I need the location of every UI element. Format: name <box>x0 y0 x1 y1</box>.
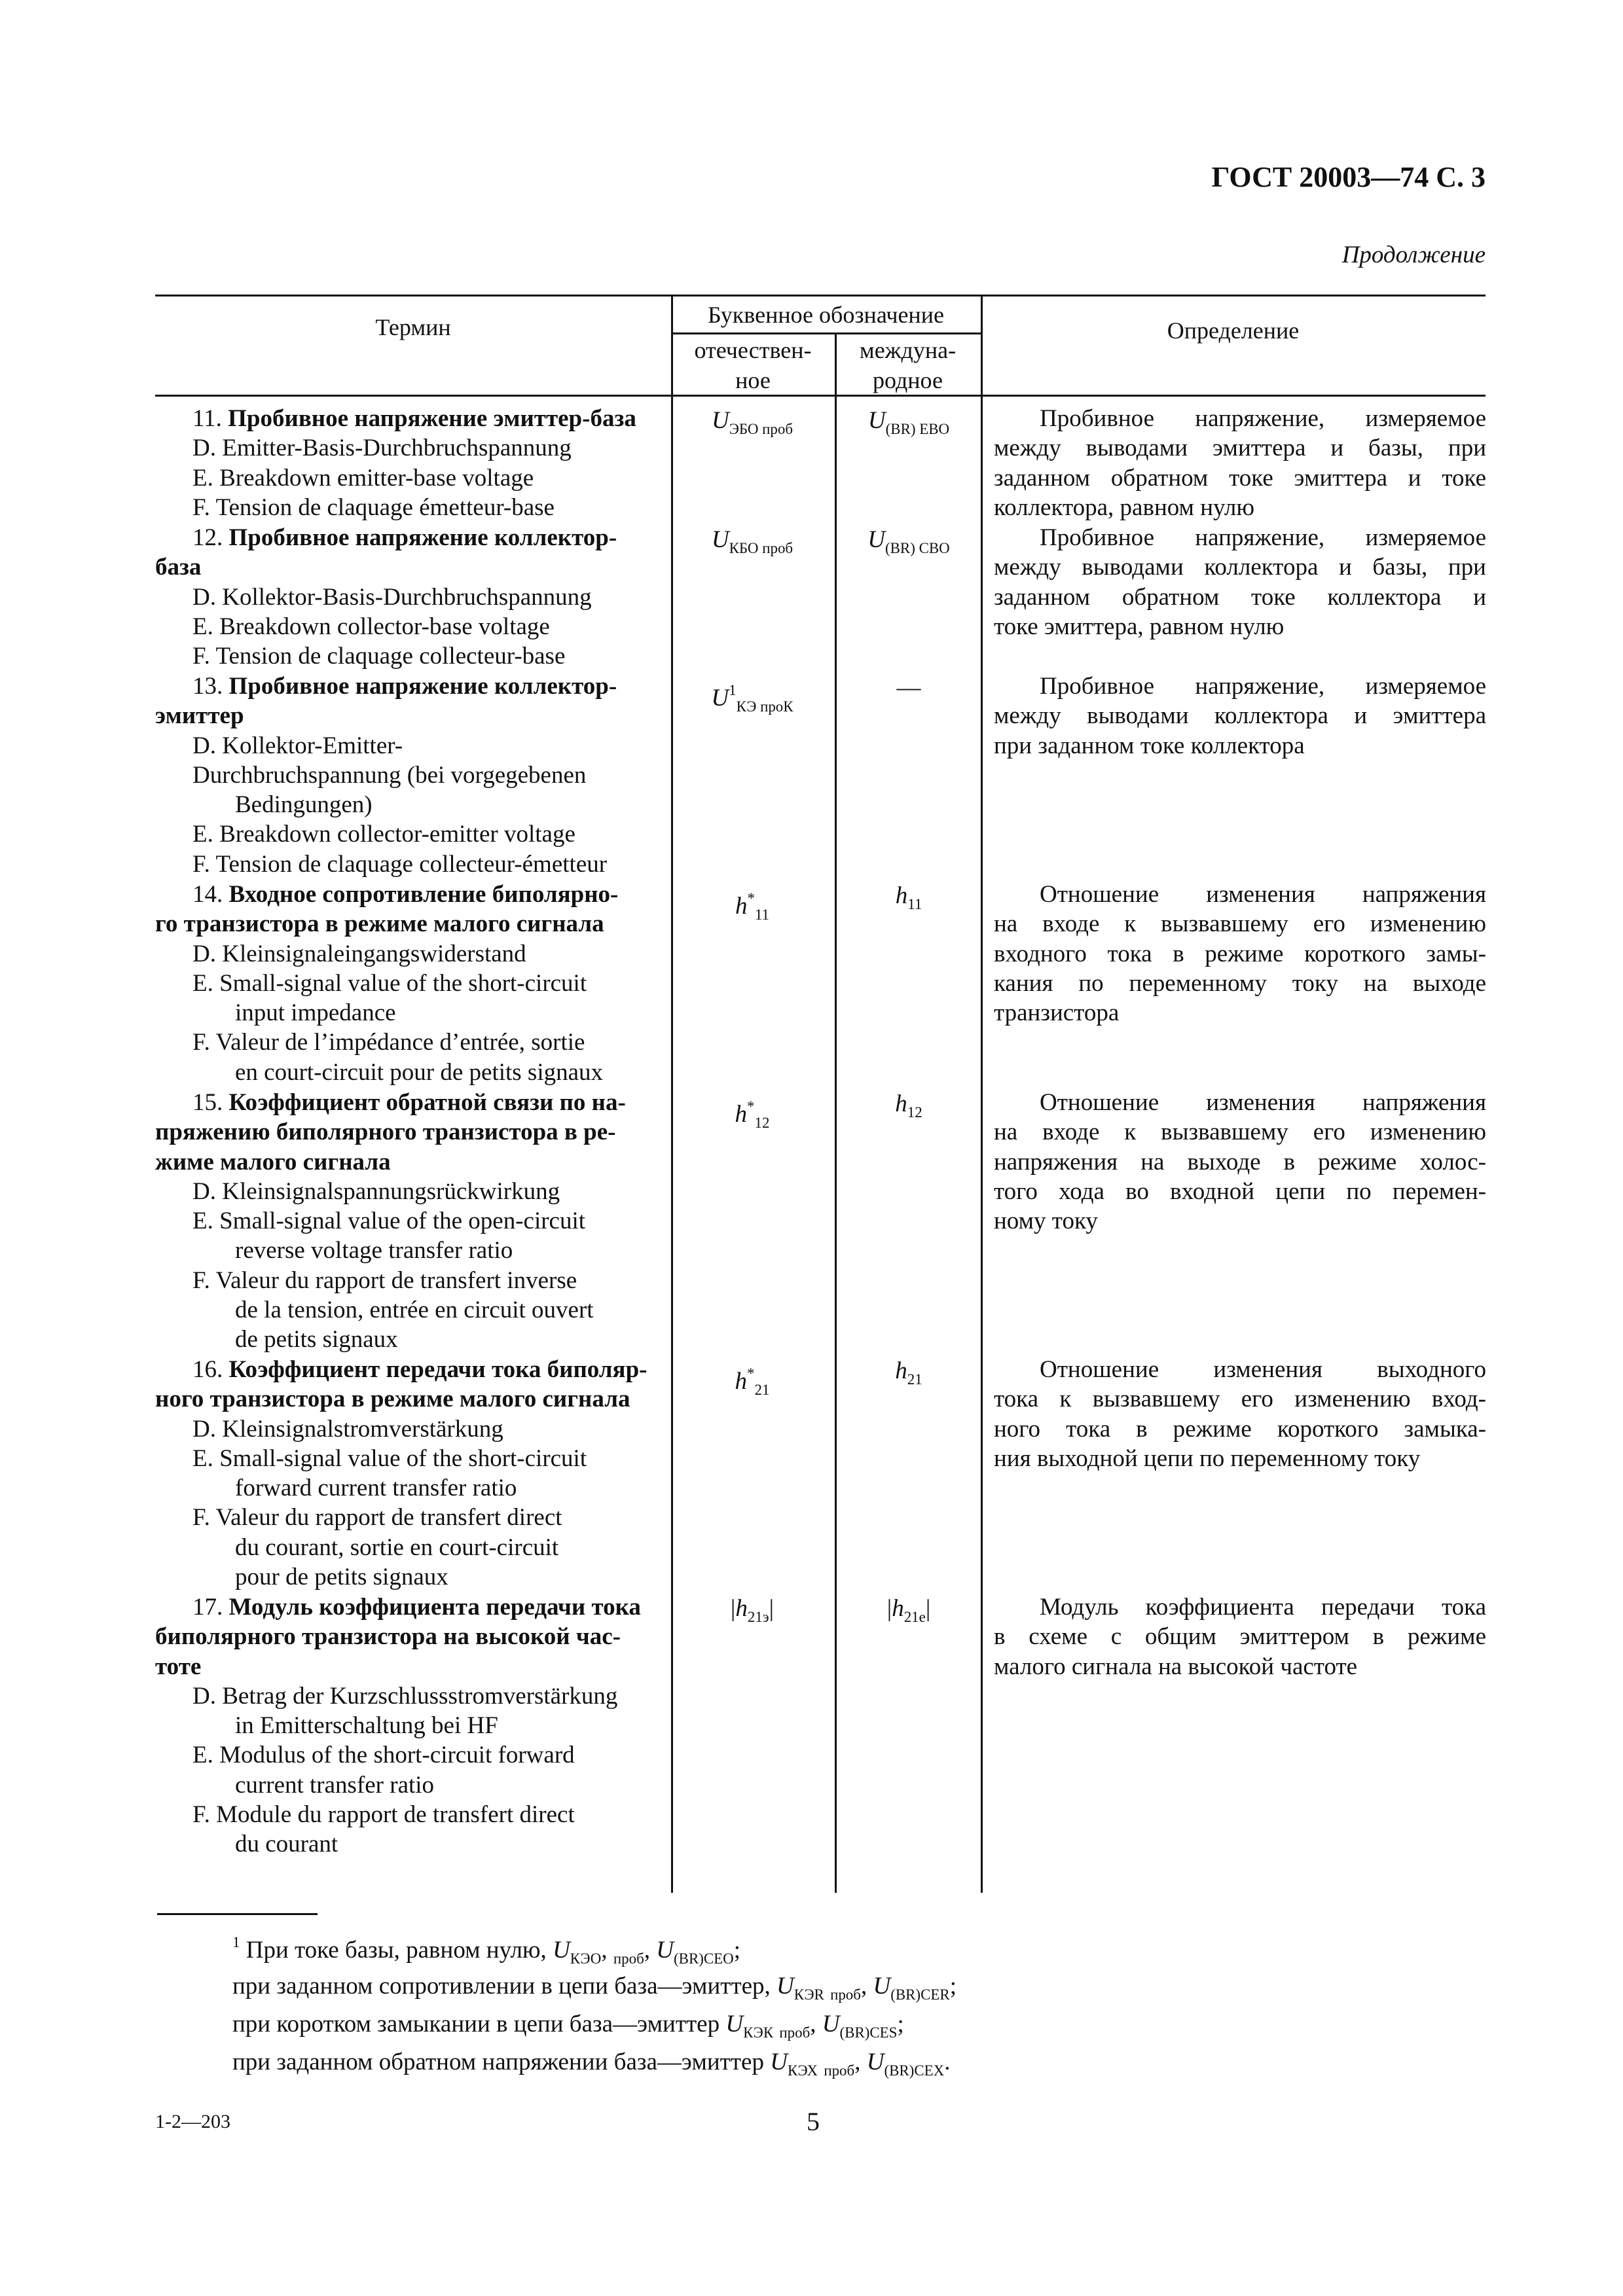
symbol-international: — <box>896 674 921 701</box>
footnote-separator <box>157 1913 318 1915</box>
symbol-international: $|h_{21e}|$ <box>886 1595 931 1626</box>
header-definition: Определение <box>1167 317 1300 344</box>
term-title: 15. Коэффициент обратной связи по на- <box>192 1089 626 1116</box>
footnote-line: $^1$ При токе базы, равном нулю, $U_{КЭО}$, $_{проб}$, $U_{(BR)CEO}$; <box>232 1934 741 1967</box>
term-title: 12. Пробивное напряжение коллектор- <box>192 524 617 551</box>
symbol-international: $U_{(BR) CBO}$ <box>867 526 950 557</box>
term-title: 16. Коэффициент передачи тока биполяр- <box>192 1356 647 1383</box>
term-title: 14. Входное сопротивление биполярно- <box>192 881 619 908</box>
footnote-line: при коротком замыкании в цепи база—эмиттер $U_{КЭК}$ $_{проб}$, $U_{(BR)CES}$; <box>232 2011 904 2041</box>
continuation-label: Продолжение <box>1341 242 1486 268</box>
symbol-domestic: $U_{КБО проб}$ <box>711 526 793 557</box>
column-divider-3 <box>981 295 983 1893</box>
term-entry: 15. Коэффициент обратной связи по на- пряжению биполярного транзистора в ре- жиме малого сигнала D. Kleinsignalspannungsrückwirkung E. Small-signal value of the open-circuit reverse voltage transfer ratio F. Valeur du rapport de transfert inverse de la tension, entrée en circuit ouvert de petits signaux <box>155 1088 663 1355</box>
definition: Отношение изменения напряжения на входе к вызвавшему его изменению напряжения на выходе в режиме холос- того хода во входной цепи по перемен- ному току <box>994 1089 1486 1235</box>
symbol-domestic: $U_{ЭБО проб}$ <box>711 407 793 438</box>
symbol-domestic: $h^*_{12}$ <box>735 1098 770 1132</box>
term-entry: 11. Пробивное напряжение эмиттер-база D. Emitter-Basis-Durchbruchspannung E. Breakdown emitter-base voltage F. Tension de claquage émetteur-base <box>155 404 663 522</box>
footnote-line: при заданном сопротивлении в цепи база—эмиттер, $U_{КЭR}$ $_{проб}$, $U_{(BR)CER}$; <box>232 1973 957 2003</box>
term-entry: 12. Пробивное напряжение коллектор- база D. Kollektor-Basis-Durchbruchspannung E. Breakdown collector-base voltage F. Tension de claquage collecteur-base <box>155 523 663 671</box>
symbol-domestic: $U^1_{КЭ проК}$ <box>711 682 793 715</box>
column-divider-2 <box>835 332 837 1893</box>
definition: Отношение изменения напряжения на входе к вызвавшему его изменению входного тока в режиме короткого замы- кания по переменному току на выходе транзистора <box>994 881 1486 1027</box>
symbol-international: $U_{(BR) EBO}$ <box>867 407 950 438</box>
symbol-international: $h_{21}$ <box>895 1357 922 1388</box>
term-entry: 14. Входное сопротивление биполярно- го транзистора в режиме малого сигнала D. Kleinsignaleingangswiderstand E. Small-signal value of the short-circuit input impedance F. Valeur de l’impédance d’entrée, sortie en court-circuit pour de petits signaux <box>155 880 663 1087</box>
term-entry: 13. Пробивное напряжение коллектор- эмиттер D. Kollektor-Emitter- Durchbruchspannung (bei vorgegebenen Bedingungen) E. Breakdown collector-emitter voltage F. Tension de claquage collecteur-émetteur <box>155 672 663 879</box>
definition: Пробивное напряжение, измеряемое между выводами коллектора и базы, при заданном обратном токе коллектора и токе эмиттера, равном нулю <box>994 524 1486 640</box>
header-international: междуна- родное <box>859 337 957 393</box>
definition: Пробивное напряжение, измеряемое между выводами эмиттера и базы, при заданном обратном токе эмиттера и токе коллектора, равном нулю <box>994 405 1486 521</box>
symbol-domestic: $h^*_{11}$ <box>735 890 770 924</box>
term-title: 17. Модуль коэффициента передачи тока <box>192 1594 641 1621</box>
document-header: ГОСТ 20003—74 С. 3 <box>1211 161 1486 193</box>
symbol-domestic: $h^*_{21}$ <box>735 1365 770 1399</box>
symbol-header-rule <box>671 332 981 334</box>
header-domestic: отечествен- ное <box>694 337 812 393</box>
definition: Пробивное напряжение, измеряемое между выводами коллектора и эмиттера при заданном токе коллектора <box>994 673 1486 759</box>
symbol-international: $h_{11}$ <box>895 882 922 913</box>
footnote-line: при заданном обратном напряжении база—эмиттер $U_{КЭХ}$ $_{проб}$, $U_{(BR)CEX}$. <box>232 2049 951 2079</box>
symbol-international: $h_{12}$ <box>895 1090 922 1121</box>
definition: Отношение изменения выходного тока к вызвавшему его изменению вход- ного тока в режиме короткого замыка- ния выходной цепи по переменному току <box>994 1356 1486 1472</box>
header-term: Термин <box>375 314 451 340</box>
print-code: 1-2—203 <box>155 2111 230 2132</box>
table-top-rule <box>155 295 1486 296</box>
definition: Модуль коэффициента передачи тока в схеме с общим эмиттером в режиме малого сигнала на высокой частоте <box>994 1594 1486 1680</box>
symbol-domestic: $|h_{21э}|$ <box>730 1595 775 1626</box>
term-title: 11. Пробивное напряжение эмиттер-база <box>192 405 636 432</box>
header-symbol: Буквенное обозначение <box>708 302 944 328</box>
page-number: 5 <box>807 2107 820 2136</box>
term-entry: 16. Коэффициент передачи тока биполяр- ного транзистора в режиме малого сигнала D. Kleinsignalstromverstärkung E. Small-signal value of the short-circuit forward current transfer ratio F. Valeur du rapport de transfert direct du courant, sortie en court-circuit pour de petits signaux <box>155 1355 663 1592</box>
term-title: 13. Пробивное напряжение коллектор- <box>192 673 617 700</box>
term-entry: 17. Модуль коэффициента передачи тока биполярного транзистора на высокой час- тоте D. Betrag der Kurzschlussstromverstärkung in Emitterschaltung bei HF E. Modulus of the short-circuit forward current transfer ratio F. Module du rapport de transfert direct du courant <box>155 1592 663 1859</box>
